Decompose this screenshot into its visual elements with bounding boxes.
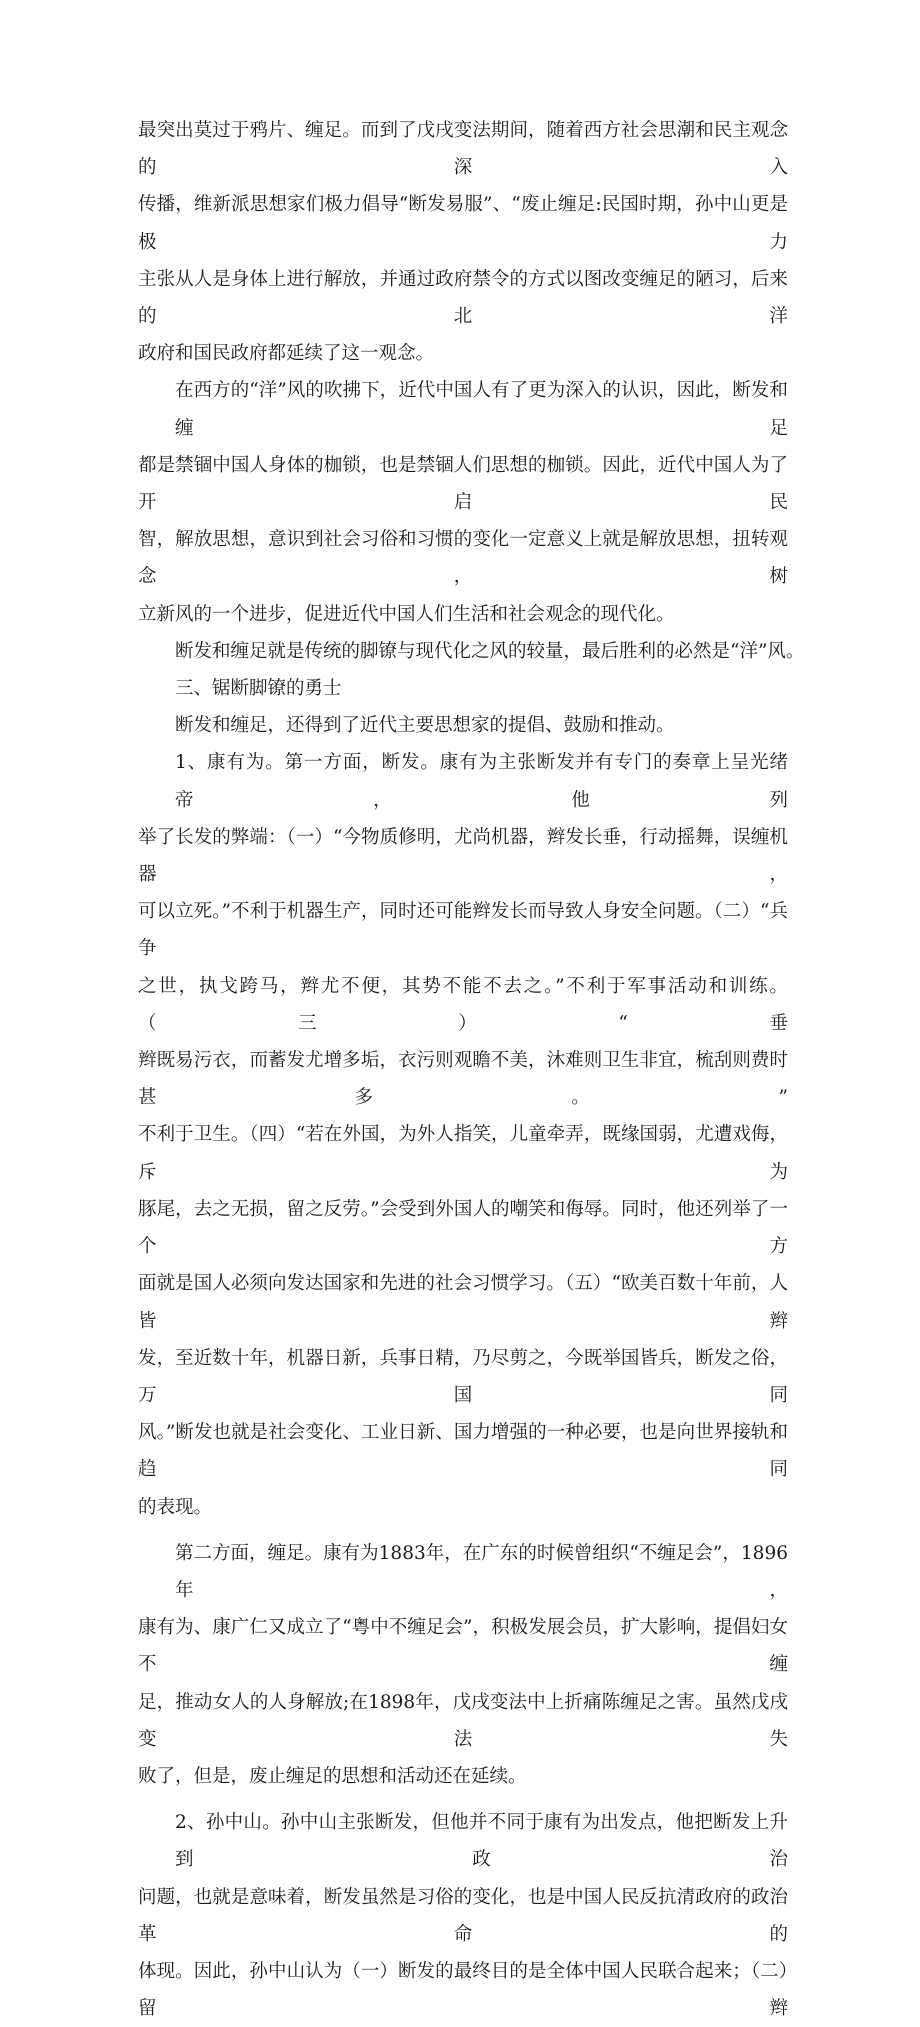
document-body bbox=[138, 112, 805, 2027]
text-line: 辫既易污衣，而蓄发尤增多垢，衣污则观瞻不美，沐难则卫生非宜，梳刮则费时甚多。” bbox=[138, 1050, 788, 1109]
text-line: 1、康有为。第一方面，断发。康有为主张断发并有专门的奏章上呈光绪帝，他列 bbox=[175, 752, 788, 811]
paragraph-gap bbox=[138, 1526, 788, 1535]
text-line: 政府和国民政府都延续了这一观念。 bbox=[138, 343, 435, 365]
text-line: 断发和缠足就是传统的脚镣与现代化之风的较量，最后胜利的必然是“洋”风。 bbox=[175, 640, 805, 662]
text-line: 康有为、康广仁又成立了“粤中不缠足会”，积极发展会员，扩大影响，提倡妇女不缠 bbox=[138, 1617, 788, 1676]
text-line: 面就是国人必须向发达国家和先进的社会习惯学习。（五）“欧美百数十年前，人皆辫 bbox=[138, 1273, 788, 1332]
text-line: 体现。因此，孙中山认为（一）断发的最终目的是全体中国人民联合起来；（二）留辫 bbox=[138, 1960, 788, 2020]
text-line: 在西方的“洋”风的吹拂下，近代中国人有了更为深入的认识，因此，断发和缠足 bbox=[175, 380, 788, 439]
text-line: 的表现。 bbox=[138, 1496, 213, 1518]
text-line: 发，至近数十年，机器日新，兵事日精，乃尽剪之，今既举国皆兵，断发之俗，万国同 bbox=[138, 1347, 788, 1406]
text-line: 立新风的一个进步，促进近代中国人们生活和社会观念的现代化。 bbox=[138, 603, 675, 625]
text-line: 都是禁锢中国人身体的枷锁，也是禁锢人们思想的枷锁。因此，近代中国人为了开启民 bbox=[138, 454, 788, 514]
text-line: 主张从人是身体上进行解放，并通过政府禁令的方式以图改变缠足的陋习，后来的北洋 bbox=[138, 268, 788, 328]
text-line: 败了，但是，废止缠足的思想和活动还在延续。 bbox=[138, 1765, 527, 1787]
text-line: 最突出莫过于鸦片、缠足。而到了戊戌变法期间，随着西方社会思潮和民主观念的深入 bbox=[138, 120, 788, 179]
text-line: 可以立死。”不利于机器生产，同时还可能辫发长而导致人身安全问题。（二）“兵争 bbox=[138, 901, 788, 960]
text-line: 2、孙中山。孙中山主张断发，但他并不同于康有为出发点，他把断发上升到政治 bbox=[175, 1812, 788, 1871]
text-line: 断发和缠足，还得到了近代主要思想家的提倡、鼓励和推动。 bbox=[175, 715, 675, 737]
text-line: 第二方面，缠足。康有为1883年，在广东的时候曾组织“不缠足会”，1896年， bbox=[175, 1542, 788, 1601]
text-line: 问题，也就是意味着，断发虽然是习俗的变化，也是中国人民反抗清政府的政治革命的 bbox=[138, 1886, 788, 1945]
text-line: 风。”断发也就是社会变化、工业日新、国力增强的一种必要，也是向世界接轨和趋同 bbox=[138, 1422, 788, 1481]
text-line: 传播，维新派思想家们极力倡导“断发易服”、“废止缠足:民国时期，孙中山更是极力 bbox=[138, 194, 788, 253]
section-heading: 三、锯断脚镣的勇士 bbox=[175, 678, 342, 700]
text-line: 豚尾，去之无损，留之反劳。”会受到外国人的嘲笑和侮辱。同时，他还列举了一个方 bbox=[138, 1198, 788, 1258]
text-line: 举了长发的弊端：（一）“今物质修明，尤尚机器，辫发长垂，行动摇舞，误缠机器， bbox=[138, 826, 788, 886]
text-line: 足，推动女人的人身解放;在1898年，戊戌变法中上折痛陈缠足之害。虽然戊戌变法失 bbox=[138, 1691, 788, 1750]
paragraph-gap bbox=[138, 1795, 788, 1804]
text-line: 之世，执戈跨马，辫尤不便，其势不能不去之。”不利于军事活动和训练。（三）“垂 bbox=[138, 975, 788, 1034]
text-line: 智，解放思想，意识到社会习俗和习惯的变化一定意义上就是解放思想，扭转观念，树 bbox=[138, 529, 788, 588]
text-line: 不利于卫生。（四）“若在外国，为外人指笑，儿童牵弄，既缘国弱，尤遭戏侮，斥为 bbox=[138, 1124, 788, 1183]
